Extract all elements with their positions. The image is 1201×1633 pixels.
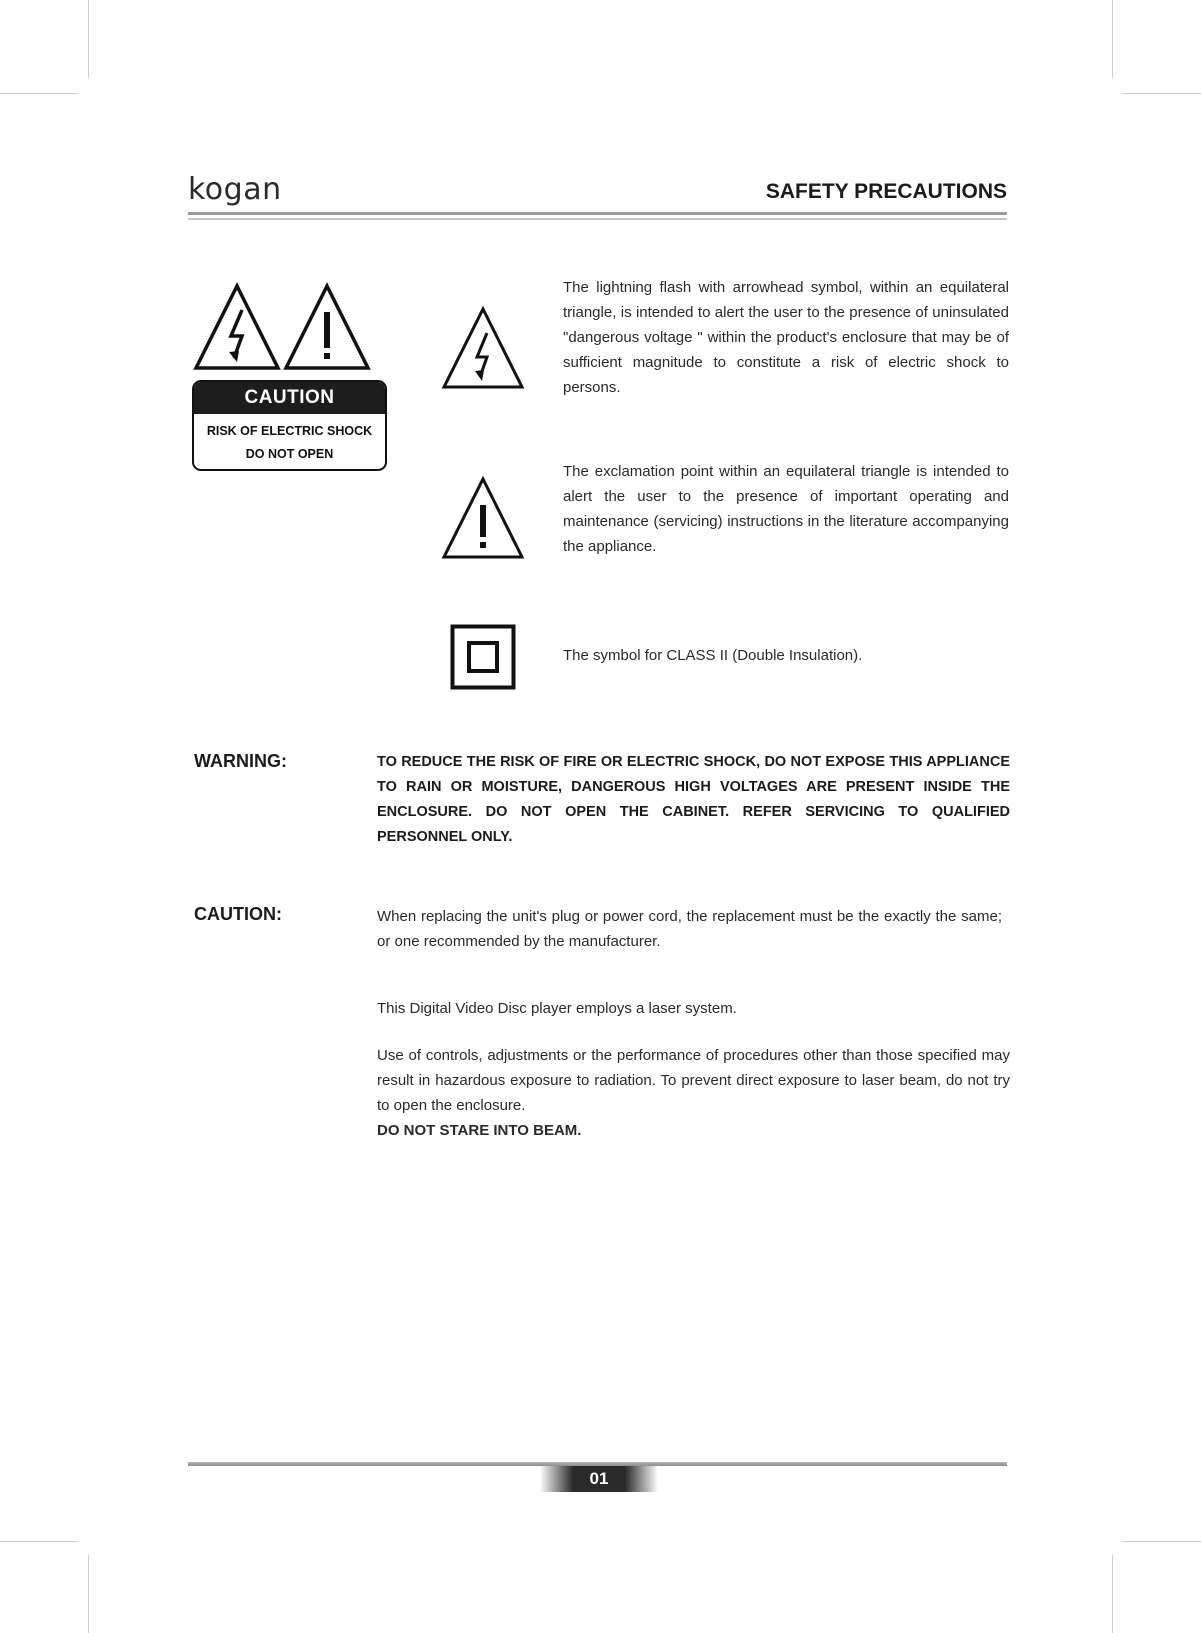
crop-mark xyxy=(88,0,89,78)
double-square-icon xyxy=(450,624,516,690)
caution-heading: CAUTION: xyxy=(194,904,282,924)
header-rule xyxy=(188,212,1007,215)
caution-label-line1: RISK OF ELECTRIC SHOCK xyxy=(206,424,373,438)
warning-text: TO REDUCE THE RISK OF FIRE OR ELECTRIC SHOCK, DO NOT EXPOSE THIS APPLIANCE TO RAIN OR MOISTURE, DANGEROUS HIGH VOLTAGES ARE PRESENT INSIDE THE ENCLOSURE. DO NOT OPEN THE CABINET. REFER SERVICING TO QUALIFIED PERSONNEL ONLY. xyxy=(377,754,1010,845)
page-number: 01 xyxy=(540,1466,658,1492)
caution-label-line2: DO NOT OPEN xyxy=(245,447,334,461)
page-title: SAFETY PRECAUTIONS xyxy=(765,180,1007,203)
laser-warning-text: Use of controls, adjustments or the performance of procedures other than those specified may result in hazardous exposure to radiation. To prevent direct exposure to laser beam, do not try to open the enclosure. xyxy=(377,1047,1010,1114)
brand-logo: kogan xyxy=(188,172,282,207)
symbol-description: The exclamation point within an equilateral triangle is intended to alert the user to the presence of important operating and maintenance (servicing) instructions in the literature accompanying the appliance. xyxy=(563,463,1009,555)
caution-triangles-icon xyxy=(192,282,372,372)
laser-notice: This Digital Video Disc player employs a laser system. xyxy=(377,1000,737,1017)
crop-mark xyxy=(1112,0,1113,78)
crop-mark xyxy=(0,1541,78,1542)
lightning-triangle-icon xyxy=(440,305,526,391)
header-rule-thin xyxy=(188,218,1007,220)
crop-mark xyxy=(88,1555,89,1633)
crop-mark xyxy=(0,93,78,94)
caution-label xyxy=(192,380,387,471)
symbol-description: The symbol for CLASS II (Double Insulation). xyxy=(563,647,863,664)
warning-label: WARNING: xyxy=(194,751,287,771)
caution-label-heading: CAUTION xyxy=(194,382,385,414)
caution-text: When replacing the unit's plug or power cord, the replacement must be the exactly the same; or one recommended by the manufacturer. xyxy=(377,908,1002,950)
crop-mark xyxy=(1122,1541,1201,1542)
beam-warning: DO NOT STARE INTO BEAM. xyxy=(377,1122,582,1139)
crop-mark xyxy=(1122,93,1201,94)
exclamation-triangle-icon xyxy=(440,475,526,561)
crop-mark xyxy=(1112,1555,1113,1633)
symbol-description: The lightning flash with arrowhead symbol, within an equilateral triangle, is intended to alert the user to the presence of uninsulated "dangerous voltage " within the product's enclosure that may be of sufficient magnitude to constitute a risk of electric shock to persons. xyxy=(563,279,1009,396)
